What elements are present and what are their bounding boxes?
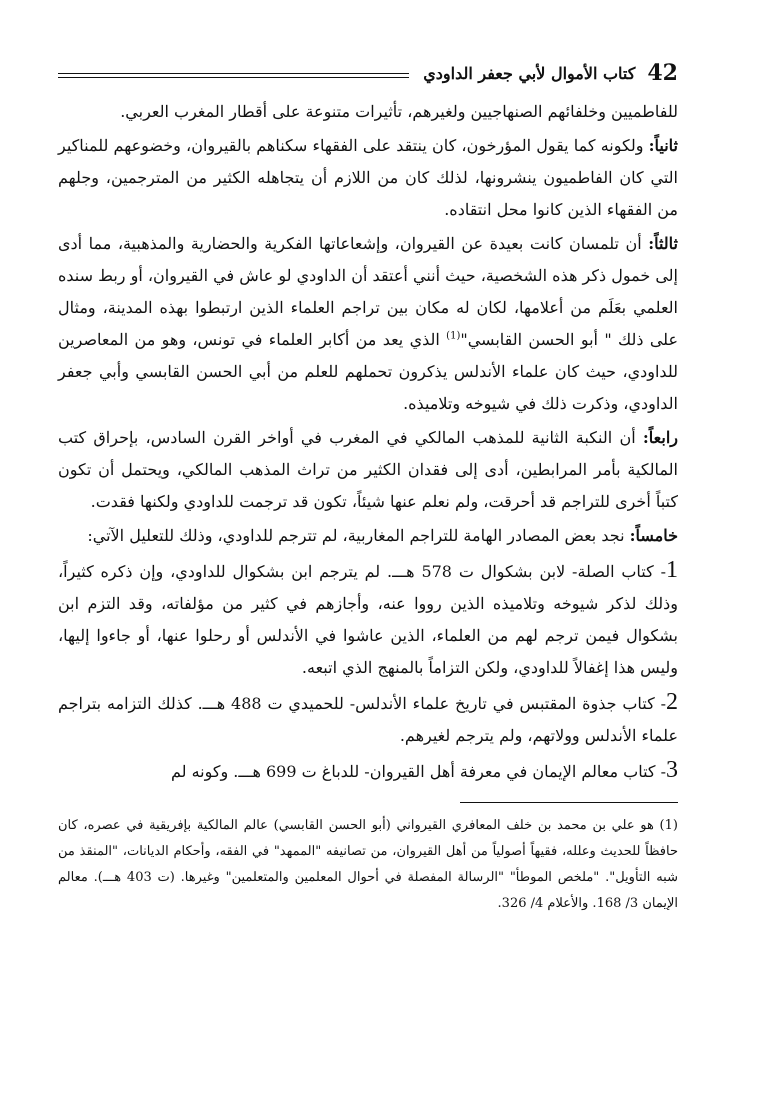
paragraph-fourth-lead: رابعاً: bbox=[642, 428, 678, 447]
list-item-1-text: - كتاب الصلة- لابن بشكوال ت 578 هـــ. لم يترجم ابن بشكوال للداودي، وإن ذكره كثيراً، وذلك لذكر شيوخه وتلاميذه الذين رووا عنه، وأجازهم في كثير من مؤلفاته، وقد التزم ابن بشكوال فيمن ترجم لهم من العلماء، الذين عاشوا في الأندلس أو رحلوا عنها، أو جاءوا إليها، وليس هذا إغفالاً للداودي، ولكن التزاماً بالمنهج الذي اتبعه. bbox=[58, 562, 678, 677]
paragraph-third-text-b: الذي يعد من أكابر العلماء في تونس، وهو من المعاصرين للداودي، حيث كان علماء الأندلس يذكرون تحملهم للعلم من أبي الحسن القابسي وأبي جعفر الداودي، وذكرت ذلك في شيوخه وتلاميذه. bbox=[58, 330, 679, 413]
paragraph-fifth bbox=[58, 520, 678, 552]
paragraph-third-text-a: أن تلمسان كانت بعيدة عن القيروان، وإشعاعاتها الفكرية والحضارية والمذهبية، مما أدى إلى خمول ذكر هذه الشخصية، حيث أنني أعتقد أن الداودي لو عاش في القيروان، أو ربط سنده العلمي بعَلَم من أعلامها، لكان له مكان بين تراجم العلماء الذين ارتبطوا بهذه المدينة، ومثال على ذلك " أبو الحسن القابسي" bbox=[58, 234, 679, 349]
header-double-rule bbox=[58, 73, 409, 78]
footnote-separator bbox=[460, 802, 678, 803]
paragraph-fourth bbox=[58, 422, 678, 518]
paragraph-1-text: للفاطميين وخلفائهم الصنهاجيين ولغيرهم، تأثيرات متنوعة على أقطار المغرب العربي. bbox=[120, 102, 678, 121]
body-text bbox=[58, 96, 678, 788]
book-page bbox=[58, 52, 678, 1072]
footnote-1: (1) هو علي بن محمد بن خلف المعافري القيرواني (أبو الحسن القابسي) عالم المالكية بإفريقية في عصره، كان حافظاً للحديث وعلله، فقيهاً أصولياً من أهل القيروان، من تصانيفه "الممهد" في الفقه، وأحكام الديانات، "المنقذ من شبه التأويل". "ملخص الموطأ" "الرسالة المفصلة في أحوال المعلمين والمتعلمين" وغيرها. (ت 403 هـــ). معالم الإيمان 3/ 168. والأعلام 4/ 326. bbox=[58, 818, 679, 911]
footnote-reference: (1) bbox=[446, 330, 461, 342]
list-item-2-text: - كتاب جذوة المقتبس في تاريخ علماء الأندلس- للحميدي ت 488 هـــ. كذلك التزامه بتراجم علماء الأندلس وولاتهم، ولم يترجم لغيرهم. bbox=[58, 694, 678, 745]
paragraph-fifth-lead: خامساً: bbox=[629, 526, 678, 545]
paragraph-fifth-text: نجد بعض المصادر الهامة للتراجم المغاربية، لم تترجم للداودي، وذلك للتعليل الآتي: bbox=[87, 526, 630, 545]
paragraph-third-lead: ثالثاً: bbox=[648, 234, 678, 253]
list-item-3 bbox=[58, 754, 678, 788]
list-item-1 bbox=[58, 554, 678, 684]
paragraph-second-lead: ثانياً: bbox=[648, 136, 678, 155]
list-item-3-number: 3 bbox=[666, 757, 678, 783]
page-header bbox=[58, 52, 678, 94]
footnote bbox=[58, 813, 678, 917]
paragraph-third bbox=[58, 228, 678, 420]
paragraph-second-text: ولكونه كما يقول المؤرخون، كان ينتقد على الفقهاء سكناهم بالقيروان، وخضوعهم للمناكير التي كان الفاطميون ينشرونها، لذلك كان من اللازم أن يتجاهله الكثير من المترجمين، وجلهم من الفقهاء الذين كانوا محل انتقاده. bbox=[58, 136, 678, 219]
list-item-2 bbox=[58, 686, 678, 752]
page-number: 42 bbox=[647, 60, 678, 86]
running-title: كتاب الأموال لأبي جعفر الداودي bbox=[423, 63, 636, 83]
list-item-3-text: - كتاب معالم الإيمان في معرفة أهل القيروان- للدباغ ت 699 هـــ. وكونه لم bbox=[170, 762, 666, 781]
paragraph-1 bbox=[58, 96, 678, 128]
paragraph-fourth-text: أن النكبة الثانية للمذهب المالكي في المغرب في أواخر القرن السادس، بإحراق كتب المالكية بأمر المرابطين، أدى إلى فقدان الكثير من تراث المذهب المالكي، ويحتمل أن تكون كتباً أخرى للتراجم قد أحرقت، ولم نعلم عنها شيئاً، تكون قد ترجمت للداودي ولكنها فقدت. bbox=[58, 428, 678, 511]
paragraph-second bbox=[58, 130, 678, 226]
list-item-2-number: 2 bbox=[666, 689, 679, 715]
list-item-1-number: 1 bbox=[666, 557, 679, 583]
